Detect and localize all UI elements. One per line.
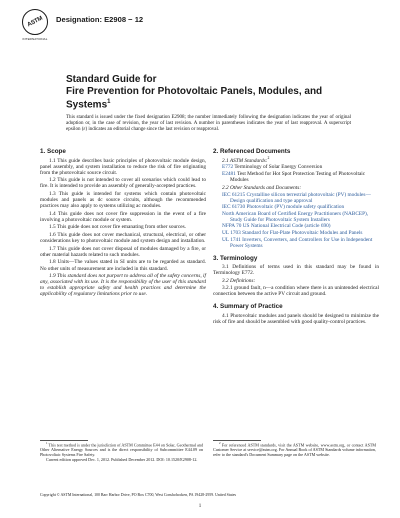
intro-paragraph: This standard is issued under the fixed designation E2908; the number immediately following the designation indicates the year of original adoption or, in the case of revision, the year of last revision. A number in parentheses indicates the year of last reapproval. A superscript epsilon (ε) indicates an editorial change since the last revision or reapproval. [66, 115, 351, 132]
reference-item: UL 1741 Inverters, Converters, and Controllers for Use in Independent Power Systems [222, 236, 373, 249]
subheading-other-standards: 2.2 Other Standards and Documents: [222, 184, 302, 191]
paragraph-1-4: 1.4 This guide does not cover fire suppression in the event of a fire involving a photovoltaic module or system. [40, 210, 206, 223]
section-heading-referenced-documents: 2. Referenced Documents [213, 148, 291, 155]
footnote-2: $^2$ For referenced ASTM standards, visit the ASTM website, www.astm.org, or contact ASTM Customer Service at service@astm.org. For Annual Book of ASTM Standards volume information, refer to the standard's Document Summary page on the ASTM website. [213, 441, 376, 458]
paragraph-1-8: 1.8 Units—The values stated in SI units are to be regarded as standard. No other units of measurement are included in this standard. [40, 259, 206, 272]
designation: Designation: E2908 − 12 [56, 15, 144, 24]
paragraph-3-1: 3.1 Definitions of terms used in this standard may be found in Terminology E772. [213, 264, 379, 277]
page-number: 1 [198, 504, 202, 509]
reference-link[interactable]: UL 1741 [222, 236, 241, 243]
logo-subtitle: INTERNATIONAL [22, 37, 48, 41]
reference-item: E2481 Test Method for Hot Spot Protection Testing of Photovoltaic Modules [222, 170, 366, 184]
section-heading-scope: 1. Scope [40, 148, 66, 155]
reference-link[interactable]: North American Board of Certified Energy Practitioners (NABCEP), [222, 210, 369, 217]
title-line-3: Systems$^1$ [66, 99, 111, 111]
paragraph-4-1: 4.1 Photovoltaic modules and panels should be designed to minimize the risk of fire and should be assembled with good quality-control practices. [213, 312, 379, 325]
paragraph-1-1: 1.1 This guide describes basic principles of photovoltaic module design, panel assembly, and system installation to reduce the risk of fire originating from the photovoltaic source circuit. [40, 157, 206, 176]
reference-item: NFPA 70 US National Electrical Code (article 690) [222, 223, 331, 230]
reference-item: E772 Terminology of Solar Energy Conversion [222, 164, 323, 171]
footnotes-right [213, 443, 376, 458]
reference-link[interactable]: IEC 61730 [222, 204, 246, 211]
paragraph-1-2: 1.2 This guide is not intended to cover all scenarios which could lead to fire. It is intended to provide an assembly of generally-accepted practices. [40, 177, 206, 190]
title-footnote-marker: 1 [107, 99, 111, 105]
title-line-2: Fire Prevention for Photovoltaic Panels, Modules, and [66, 85, 323, 97]
page-title [66, 74, 356, 111]
footnotes-left [40, 443, 203, 464]
footnote-edition: Current edition approved Dec. 1, 2012. Published December 2012. DOI: 10.1520/E2908-12. [46, 457, 198, 463]
section-heading-terminology: 3. Terminology [213, 254, 258, 262]
left-column [40, 148, 206, 299]
footnote-1: $^1$ This test method is under the jurisdiction of ASTM Committee E44 on Solar, Geothermal and Other Alternative Energy Sources and is the direct responsibility of Subcommittee E44.09 on Photovoltaic Systems Fire Safety. [40, 441, 203, 458]
reference-link[interactable]: IEC 61215 [222, 191, 246, 198]
paragraph-1-5: 1.5 This guide does not cover fire emanating from other sources. [49, 224, 186, 231]
paragraph-1-6: 1.6 This guide does not cover mechanical, structural, electrical, or other considerations key to photovoltaic module and system design and installation. [40, 232, 206, 245]
reference-item: UL 1703 Standard for Flat-Plate Photovoltaic Modules and Panels [222, 230, 363, 236]
section-heading-summary: 4. Summary of Practice [213, 303, 283, 311]
paragraph-1-3: 1.3 This guide is intended for systems which contain photovoltaic modules and panels as dc source circuits, although the recommended practices may also apply to systems utilizing ac modules. [40, 191, 206, 210]
reference-link[interactable]: NFPA 70 [222, 223, 242, 230]
subheading-astm-standards: 2.1 ASTM Standards:$^2$ [222, 155, 270, 164]
copyright-line: Copyright © ASTM International, 100 Barr Harbor Drive, PO Box C700, West Conshohocken, PA 19428-2959. United States [40, 493, 236, 497]
reference-item: North American Board of Certified Energy Practitioners (NABCEP), Study Guide for Photovoltaic System Installers [222, 210, 369, 223]
reference-link[interactable]: E2481 [222, 170, 236, 177]
paragraph-3-2-1: 3.2.1 ground fault, n—a condition where there is an unintended electrical connection between the active PV circuit and ground. [213, 284, 379, 298]
right-column [213, 148, 379, 326]
subheading-definitions: 3.2 Definitions: [222, 278, 256, 285]
reference-link[interactable]: E772 [222, 164, 234, 171]
paragraph-1-9-safety: 1.9 This standard does not purport to address all of the safety concerns, if any, associated with its use. It is the responsibility of the user of this standard to establish appropriate safety and health practices and determine the applicability of regulatory limitations prior to use. [40, 273, 206, 298]
reference-item: IEC 61215 Crystalline silicon terrestrial photovoltaic (PV) modules—Design qualification and type approval [222, 191, 371, 204]
reference-link[interactable]: UL 1703 [222, 230, 241, 236]
logo-text: ASTM [26, 15, 44, 29]
reference-item: IEC 61730 Photovoltaic (PV) module safety qualification [222, 204, 345, 211]
title-line-1: Standard Guide for [66, 74, 157, 85]
paragraph-1-7: 1.7 This guide does not cover disposal of modules damaged by a fire, or other material hazards related to such modules. [40, 245, 206, 258]
astm-logo-icon [22, 9, 48, 35]
